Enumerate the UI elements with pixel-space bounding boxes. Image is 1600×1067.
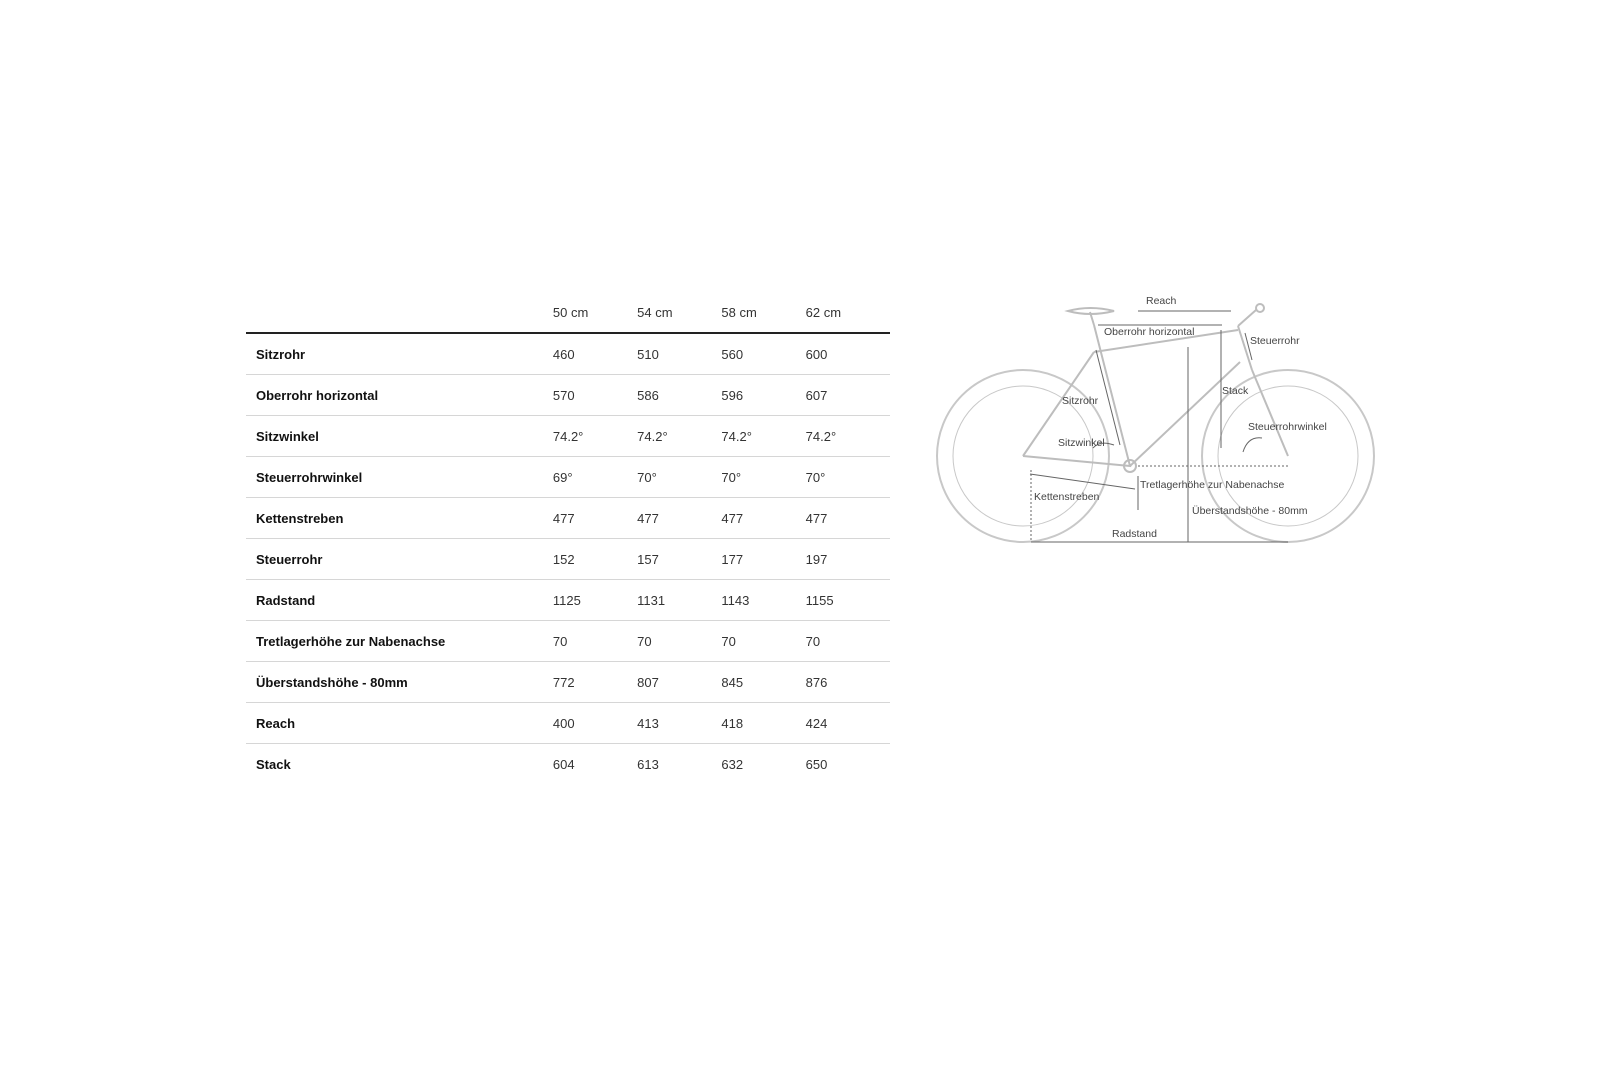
row-label: Stack [256,756,291,772]
label-ueberstand: Überstandshöhe - 80mm [1192,505,1308,517]
table-cell: 604 [552,756,575,772]
table-row [246,580,890,621]
table-cell: 477 [721,498,805,539]
row-label: Steuerrohr [246,539,553,580]
table-row [246,703,890,744]
table-cell: 586 [637,375,721,416]
table-cell: 197 [806,539,890,580]
table-cell: 74.2° [553,416,637,457]
label-sitzrohr: Sitzrohr [1062,395,1099,407]
row-label: Kettenstreben [246,498,553,539]
header-cell-label [246,292,553,333]
table-cell: 510 [637,333,721,375]
table-cell: 152 [553,539,637,580]
table-cell: 70 [637,621,721,662]
header-cell-size: 58 cm [721,292,805,333]
label-radstand: Radstand [1112,528,1157,540]
table-row [246,621,890,662]
row-label: Radstand [246,580,553,621]
table-cell: 477 [637,498,721,539]
table-row [246,333,890,375]
table-cell: 70° [637,457,721,498]
table-cell: 650 [805,756,828,772]
table-row [246,662,890,703]
table-cell: 418 [721,703,805,744]
table-cell: 772 [553,662,637,703]
table-cell: 70 [806,621,890,662]
row-label: Überstandshöhe - 80mm [246,662,553,703]
row-label: Oberrohr horizontal [246,375,553,416]
table-cell: 1143 [721,580,805,621]
label-kettenstreben: Kettenstreben [1034,491,1100,503]
table-cell: 74.2° [637,416,721,457]
label-tretlager: Tretlagerhöhe zur Nabenachse [1140,479,1285,491]
table-cell: 1125 [553,580,637,621]
geometry-table [246,292,890,784]
label-sitzwinkel: Sitzwinkel [1058,437,1105,449]
table-cell: 596 [721,375,805,416]
table-cell: 460 [553,333,637,375]
table-cell: 600 [806,333,890,375]
header-cell-size: 54 cm [637,292,721,333]
table-row [246,744,890,785]
table-cell: 74.2° [806,416,890,457]
header-cell-size: 50 cm [553,292,637,333]
table-cell: 70 [553,621,637,662]
row-label: Tretlagerhöhe zur Nabenachse [246,621,553,662]
table-cell: 607 [806,375,890,416]
table-cell: 424 [806,703,890,744]
row-label: Sitzrohr [246,333,553,375]
table-cell: 1131 [637,580,721,621]
table-cell: 74.2° [721,416,805,457]
table-row [246,375,890,416]
label-stack: Stack [1222,385,1249,397]
table-row [246,457,890,498]
table-cell: 560 [721,333,805,375]
label-steuerrohr: Steuerrohr [1250,335,1300,347]
table-cell: 70 [721,621,805,662]
table-cell: 157 [637,539,721,580]
table-cell: 807 [637,662,721,703]
row-label: Steuerrohrwinkel [246,457,553,498]
row-label: Sitzwinkel [246,416,553,457]
label-reach: Reach [1146,295,1177,307]
table-cell: 70° [721,457,805,498]
table-row [246,416,890,457]
header-cell-size: 62 cm [806,292,890,333]
table-cell: 570 [553,375,637,416]
row-label: Reach [246,703,553,744]
table-cell: 632 [721,756,744,772]
table-header-row [246,292,890,333]
table-cell: 400 [553,703,637,744]
table-cell: 413 [637,703,721,744]
bike-geometry-diagram [930,290,1380,550]
table-cell: 876 [806,662,890,703]
table-row [246,539,890,580]
table-cell: 613 [637,756,659,772]
table-row [246,498,890,539]
label-oberrohr: Oberrohr horizontal [1104,326,1195,338]
table-cell: 477 [806,498,890,539]
table-cell: 69° [553,457,637,498]
table-cell: 477 [553,498,637,539]
table-cell: 70° [806,457,890,498]
table-cell: 177 [721,539,805,580]
label-steuerrohrwinkel: Steuerrohrwinkel [1248,421,1327,433]
table-cell: 1155 [806,580,890,621]
table-cell: 845 [721,662,805,703]
